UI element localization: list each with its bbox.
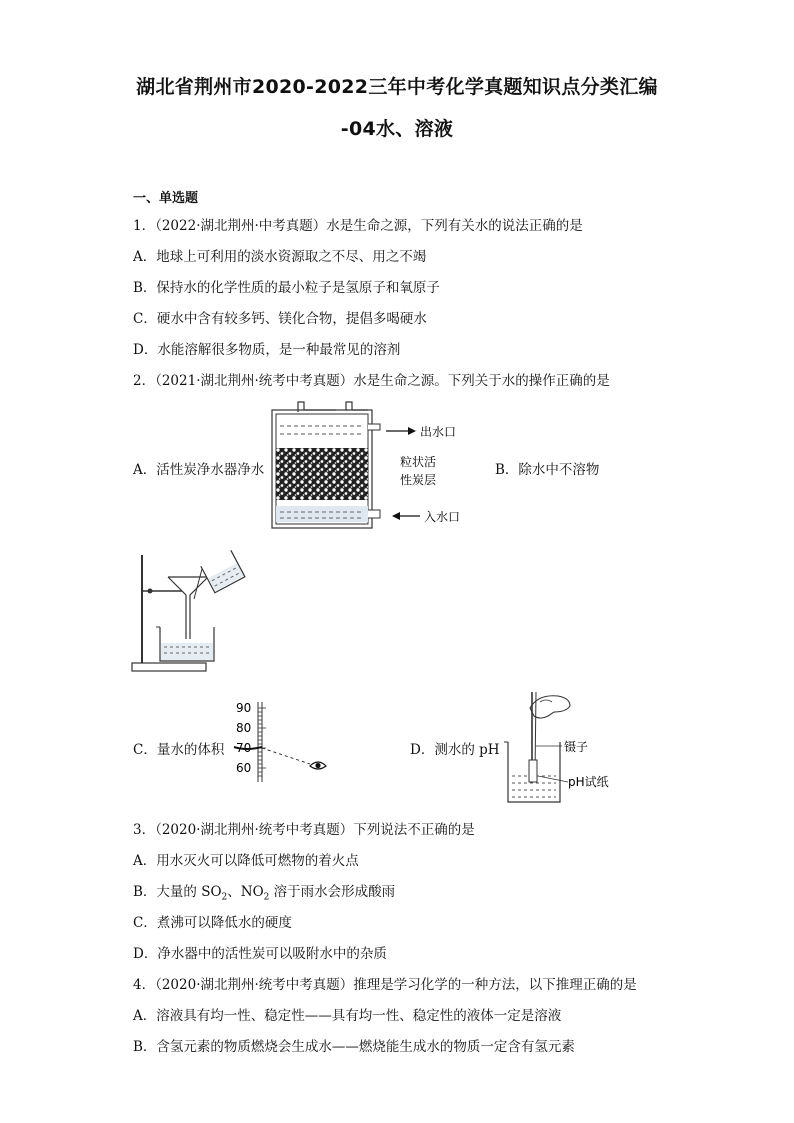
q2-option-d: D．测水的 pH	[410, 742, 500, 758]
inlet-label: 入水口	[424, 510, 461, 524]
q1-option-d: D．水能溶解很多物质，是一种最常见的溶剂	[133, 342, 401, 358]
q2-option-a: A．活性炭净水器净水	[133, 462, 265, 478]
q3-option-a: A．用水灭火可以降低可燃物的着火点	[133, 853, 359, 869]
q4-option-b: B．含氢元素的物质燃烧会生成水——燃烧能生成水的物质一定含有氢元素	[133, 1039, 575, 1055]
tick-70: 70	[236, 741, 252, 755]
q4-option-a: A．溶液具有均一性、稳定性——具有均一性、稳定性的液体一定是溶液	[133, 1008, 562, 1024]
carbon-layer-label-1: 粒状活	[400, 455, 437, 469]
section-heading: 一、单选题	[133, 191, 199, 206]
graduated-cylinder-figure	[228, 698, 338, 784]
carbon-layer-label-2: 性炭层	[400, 473, 437, 487]
tick-60: 60	[236, 761, 252, 775]
q3-stem: 3．（2020·湖北荆州·统考中考真题）下列说法不正确的是	[133, 822, 475, 838]
tick-90: 90	[236, 701, 252, 715]
q2-option-b: B．除水中不溶物	[495, 462, 600, 478]
filtration-figure	[130, 547, 250, 675]
q3-option-b-sub1: 2	[221, 892, 228, 903]
q3-option-b	[133, 880, 395, 903]
q1-option-b: B．保持水的化学性质的最小粒子是氢原子和氧原子	[133, 280, 440, 296]
q3-option-b-part1: B．大量的 SO	[133, 884, 222, 900]
ph-paper-label: pH试纸	[568, 775, 609, 789]
q3-option-b-sub2: 2	[263, 892, 270, 903]
q3-option-d: D．净水器中的活性炭可以吸附水中的杂质	[133, 946, 387, 962]
tweezers-label: 镊子	[564, 740, 589, 754]
document-title-line1: 湖北省荆州市2020-2022三年中考化学真题知识点分类汇编	[136, 76, 658, 98]
ph-test-figure	[500, 690, 640, 806]
q1-option-a: A．地球上可利用的淡水资源取之不尽、用之不竭	[133, 249, 427, 265]
document-title-line2: -04水、溶液	[340, 118, 454, 140]
q1-stem: 1．（2022·湖北荆州·中考真题）水是生命之源，下列有关水的说法正确的是	[133, 218, 583, 234]
q4-stem: 4．（2020·湖北荆州·统考中考真题）推理是学习化学的一种方法，以下推理正确的是	[133, 977, 637, 993]
q3-option-b-part2: 、NO	[227, 884, 264, 900]
q2-stem: 2．（2021·湖北荆州·统考中考真题）水是生命之源。下列关于水的操作正确的是	[133, 373, 610, 389]
q1-option-c: C．硬水中含有较多钙、镁化合物，提倡多喝硬水	[133, 311, 427, 327]
q2-option-c: C．量水的体积	[133, 742, 225, 758]
carbon-filter-figure	[268, 400, 468, 530]
q3-option-c: C．煮沸可以降低水的硬度	[133, 915, 292, 931]
q3-option-b-part3: 溶于雨水会形成酸雨	[269, 884, 396, 900]
tick-80: 80	[236, 721, 252, 735]
outlet-label: 出水口	[420, 425, 457, 439]
